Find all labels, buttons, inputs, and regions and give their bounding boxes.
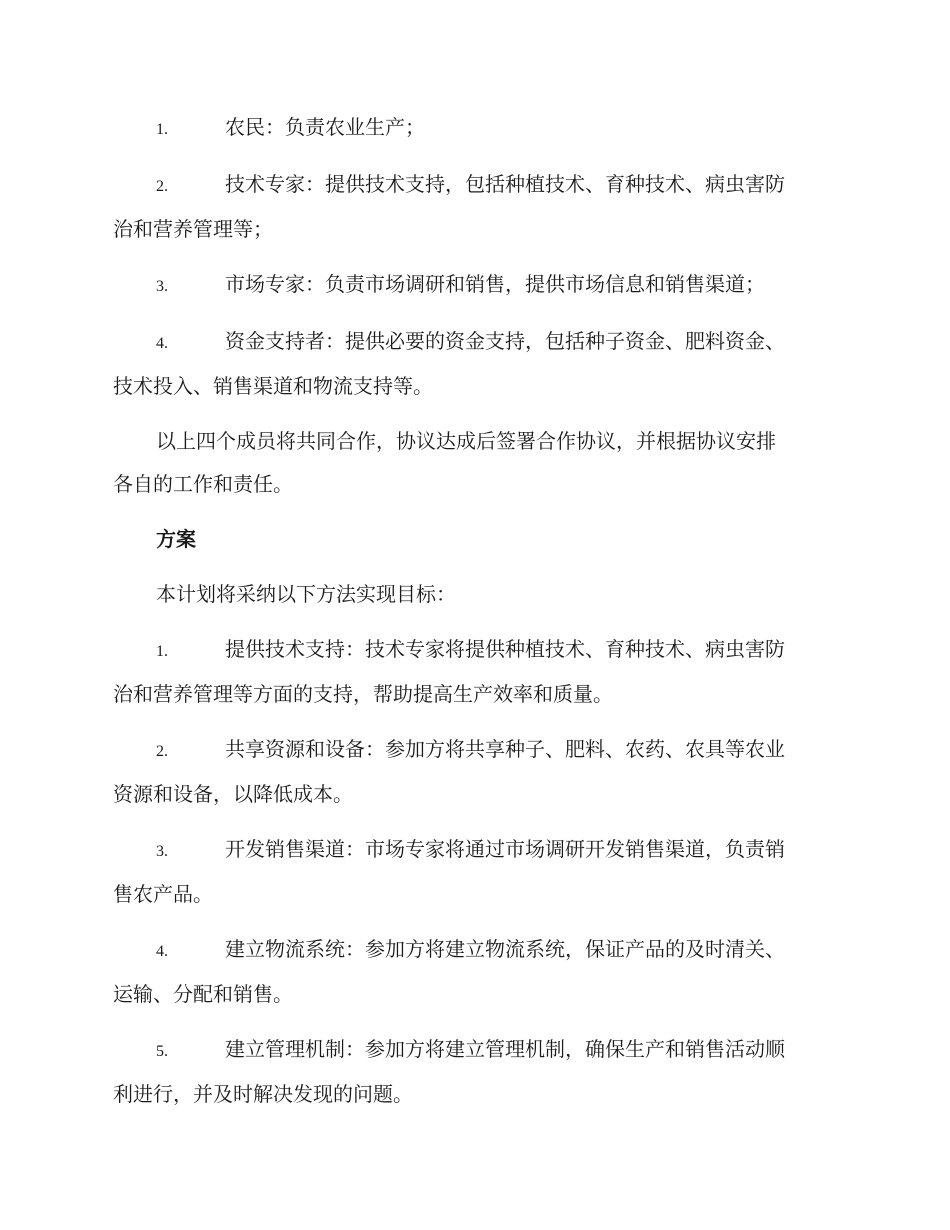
list-item-member-1 — [113, 106, 833, 151]
list-text-continued: 运输、分配和销售。 — [113, 982, 293, 1006]
list-text: 开发销售渠道：市场专家将通过市场调研开发销售渠道，负责销 — [225, 837, 785, 861]
section-intro — [113, 573, 833, 616]
list-item-method-2 — [113, 728, 833, 816]
list-item-method-5 — [113, 1028, 833, 1116]
list-item-member-2 — [113, 163, 833, 251]
paragraph-line: 各自的工作和责任。 — [113, 472, 293, 496]
list-text-continued: 售农产品。 — [113, 882, 213, 906]
list-item-member-4 — [113, 320, 833, 408]
section-heading: 方案 — [156, 527, 196, 551]
summary-paragraph — [113, 420, 833, 506]
list-number: 1. — [156, 643, 168, 660]
list-number: 3. — [156, 278, 168, 295]
paragraph-line: 以上四个成员将共同合作，协议达成后签署合作协议，并根据协议安排 — [156, 429, 776, 453]
list-number: 2. — [156, 743, 168, 760]
list-text: 提供技术支持：技术专家将提供种植技术、育种技术、病虫害防 — [225, 637, 785, 661]
list-text: 建立管理机制：参加方将建立管理机制，确保生产和销售活动顺 — [225, 1037, 785, 1061]
list-text-continued: 技术投入、销售渠道和物流支持等。 — [113, 374, 433, 398]
list-number: 4. — [156, 943, 168, 960]
list-number: 1. — [156, 121, 168, 138]
list-text: 技术专家：提供技术支持，包括种植技术、育种技术、病虫害防 — [225, 172, 785, 196]
document-body — [113, 106, 833, 1128]
paragraph-line: 本计划将采纳以下方法实现目标： — [156, 582, 456, 606]
list-text: 资金支持者：提供必要的资金支持，包括种子资金、肥料资金、 — [225, 329, 785, 353]
list-text-continued: 治和营养管理等方面的支持，帮助提高生产效率和质量。 — [113, 682, 613, 706]
list-number: 5. — [156, 1043, 168, 1060]
list-text-continued: 治和营养管理等； — [113, 217, 273, 241]
list-text: 农民：负责农业生产； — [225, 115, 425, 139]
list-number: 3. — [156, 843, 168, 860]
list-item-member-3 — [113, 263, 833, 308]
list-number: 4. — [156, 335, 168, 352]
list-item-method-3 — [113, 828, 833, 916]
list-text: 建立物流系统：参加方将建立物流系统，保证产品的及时清关、 — [225, 937, 785, 961]
list-text: 共享资源和设备：参加方将共享种子、肥料、农药、农具等农业 — [225, 737, 785, 761]
list-text-continued: 利进行，并及时解决发现的问题。 — [113, 1082, 413, 1106]
list-item-method-4 — [113, 928, 833, 1016]
list-text-continued: 资源和设备，以降低成本。 — [113, 782, 353, 806]
list-text: 市场专家：负责市场调研和销售，提供市场信息和销售渠道； — [225, 272, 765, 296]
list-number: 2. — [156, 178, 168, 195]
list-item-method-1 — [113, 628, 833, 716]
